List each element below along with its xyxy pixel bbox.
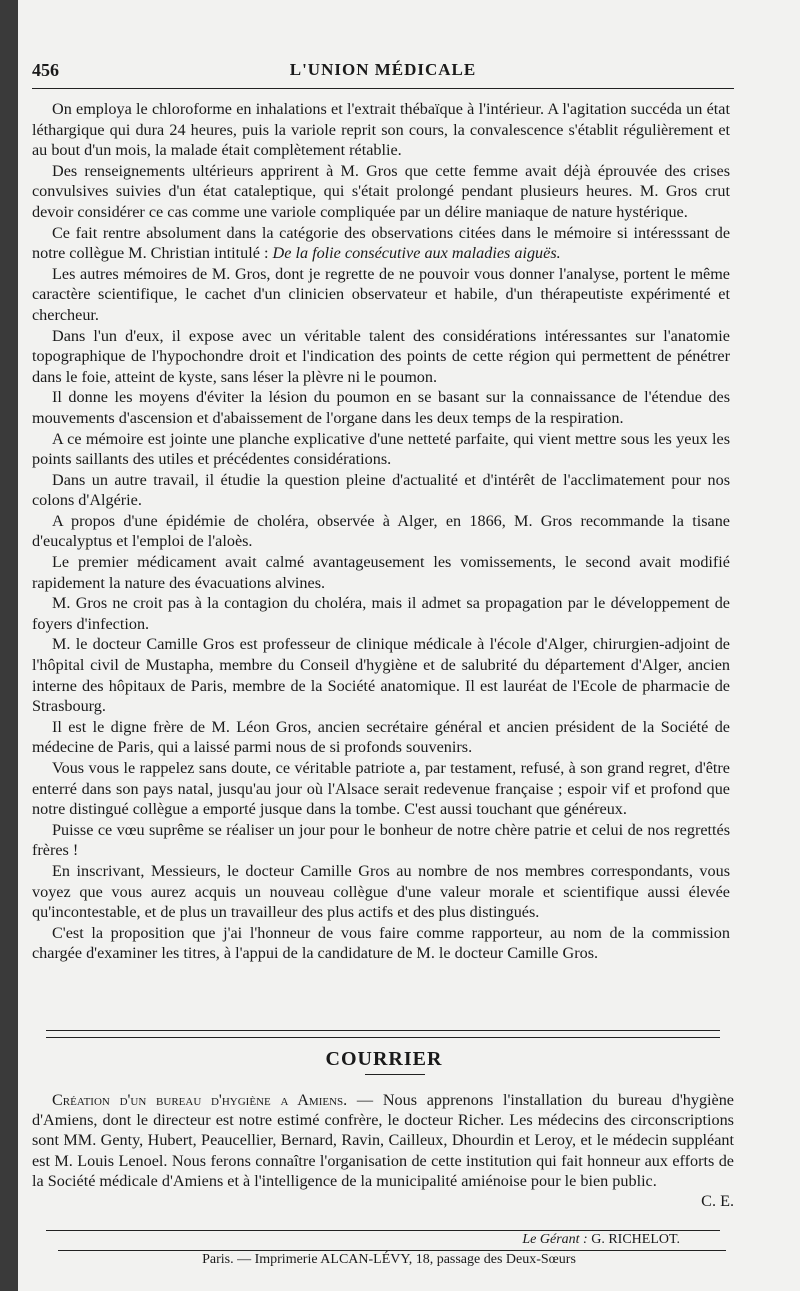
header-rule	[32, 88, 734, 89]
paragraph: Dans l'un d'eux, il expose avec un véritable talent des considérations intéressantes sur l'anatomie topographique de l'hypochondre droit et l'indication des points de cette région qui permettent de pénétrer dans le foie, atteint de kyste, sans léser la plèvre ni le poumon.	[32, 326, 730, 386]
paragraph: Dans un autre travail, il étudie la question pleine d'actualité et d'intérêt de l'acclimatement pour nos colons d'Algérie.	[32, 470, 730, 510]
section-title-underline	[365, 1074, 425, 1075]
cited-title: De la folie consécutive aux maladies aiguës.	[272, 244, 561, 263]
section-title: COURRIER	[325, 1048, 443, 1070]
paragraph-text: Ce fait rentre absolument dans la catégorie des observations citées dans le mémoire si intéresssant de notre collègue M. Christian intitulé :	[32, 223, 730, 263]
paragraph: A ce mémoire est jointe une planche explicative d'une netteté parfaite, qui vient mettre sous les yeux les points saillants des utiles et précédentes considérations.	[32, 429, 730, 469]
paragraph: C'est la proposition que j'ai l'honneur de vous faire comme rapporteur, au nom de la commission chargée d'examiner les titres, à l'appui de la candidature de M. le docteur Camille Gros.	[32, 923, 730, 963]
paragraph: M. Gros ne croit pas à la contagion du choléra, mais il admet sa propagation par le développement de foyers d'infection.	[32, 594, 730, 633]
gerant-line	[522, 1232, 680, 1248]
footer-rule-2	[58, 1250, 726, 1251]
paragraph: Puisse ce vœu suprême se réaliser un jour pour le bonheur de notre chère patrie et celui de nos regrettés frères !	[32, 820, 730, 860]
paragraph: M. le docteur Camille Gros est professeur de clinique médicale à l'école d'Alger, chirurgien-adjoint de l'hôpital civil de Mustapha, membre du Conseil d'hygiène et de salubrité du département d'Alger, ancien interne des hôpitaux de Paris, membre de la Société anatomique. Il est lauréat de l'Ecole de pharmacie de Strasbourg.	[32, 635, 730, 716]
page-number: 456	[32, 60, 59, 80]
paragraph: Le premier médicament avait calmé avantageusement les vomissements, le second avait modifié rapidement la nature des évacuations alvines.	[32, 553, 730, 592]
paragraph: Il est le digne frère de M. Léon Gros, ancien secrétaire général et ancien président de la Société de médecine de Paris, qui a laissé parmi nous de si profonds souvenirs.	[32, 717, 730, 757]
paragraph: Les autres mémoires de M. Gros, dont je regrette de ne pouvoir vous donner l'analyse, portent le même caractère scientifique, le cachet d'un clinicien observateur et habile, d'un thérapeutiste expérimenté et chercheur.	[32, 264, 730, 324]
running-header	[32, 58, 734, 86]
news-lead: Création d'un bureau d'hygiène a Amiens.	[52, 1091, 348, 1109]
article-body	[32, 99, 730, 964]
paragraph: En inscrivant, Messieurs, le docteur Camille Gros au nombre de nos membres correspondants, vous voyez que vous aurez acquis un nouveau collègue d'une valeur morale et scientifique aussi élevée qu'incontestable, et de plus un travailleur des plus actifs et des plus distingués.	[32, 861, 730, 922]
paragraph: Vous vous le rappelez sans doute, ce véritable patriote a, par testament, refusé, à son grand regret, d'être enterré dans son pays natal, jusqu'au jour où l'Alsace serait redevenue française ; espoir vif et profond que notre distingué collègue a emporté jusque dans la tombe. C'est aussi touchant que généreux.	[32, 759, 730, 819]
paragraph: A propos d'une épidémie de choléra, observée à Alger, en 1866, M. Gros recommande la tisane d'eucalyptus et l'emploi de l'aloès.	[32, 511, 730, 551]
news-text: — Nous apprenons l'installation du bureau d'hygiène d'Amiens, dont le directeur est notre estimé confrère, le docteur Richer. Les médecins des circonscriptions sont MM. Genty, Hubert, Peaucellier, Bernard, Ravin, Cailleux, Dhourdin et Leroy, et le médecin suppléant est M. Louis Lenoel. Nous ferons connaître l'organisation de cette institution qui fait honneur aux efforts de la Société médicale d'Amiens et à l'intelligence de la municipalité amiénoise pour le bien public.	[32, 1091, 734, 1190]
news-item	[32, 1090, 734, 1191]
footer-rule	[46, 1230, 720, 1231]
section-divider	[46, 1030, 720, 1038]
courrier-section	[32, 1090, 734, 1211]
document-page	[18, 0, 800, 1291]
paragraph	[32, 223, 730, 264]
author-initials: C. E.	[701, 1192, 734, 1211]
paragraph: On employa le chloroforme en inhalations et l'extrait thébaïque à l'intérieur. A l'agitation succéda un état léthargique qui dura 24 heures, puis la variole reprit son cours, la convalescence s'établit régulièrement et au bout d'un mois, la malade était complètement rétablie.	[32, 100, 730, 160]
gerant-label: Le Gérant :	[522, 1232, 588, 1247]
paragraph: Des renseignements ultérieurs apprirent à M. Gros que cette femme avait déjà éprouvée des crises convulsives suivies d'un état cataleptique, qui s'était prolongé pendant plusieurs heures. M. Gros crut devoir considérer ce cas comme une variole compliquée par un délire maniaque de nature hystérique.	[32, 161, 730, 221]
gerant-name: G. RICHELOT.	[591, 1232, 680, 1247]
journal-title: L'UNION MÉDICALE	[289, 60, 477, 79]
paragraph: Il donne les moyens d'éviter la lésion du poumon en se basant sur la connaissance de l'étendue des mouvements d'ascension et d'abaissement de l'organe dans les deux temps de la respiration.	[32, 388, 730, 427]
imprint-line: Paris. — Imprimerie ALCAN-LÉVY, 18, passage des Deux-Sœurs	[202, 1252, 576, 1267]
